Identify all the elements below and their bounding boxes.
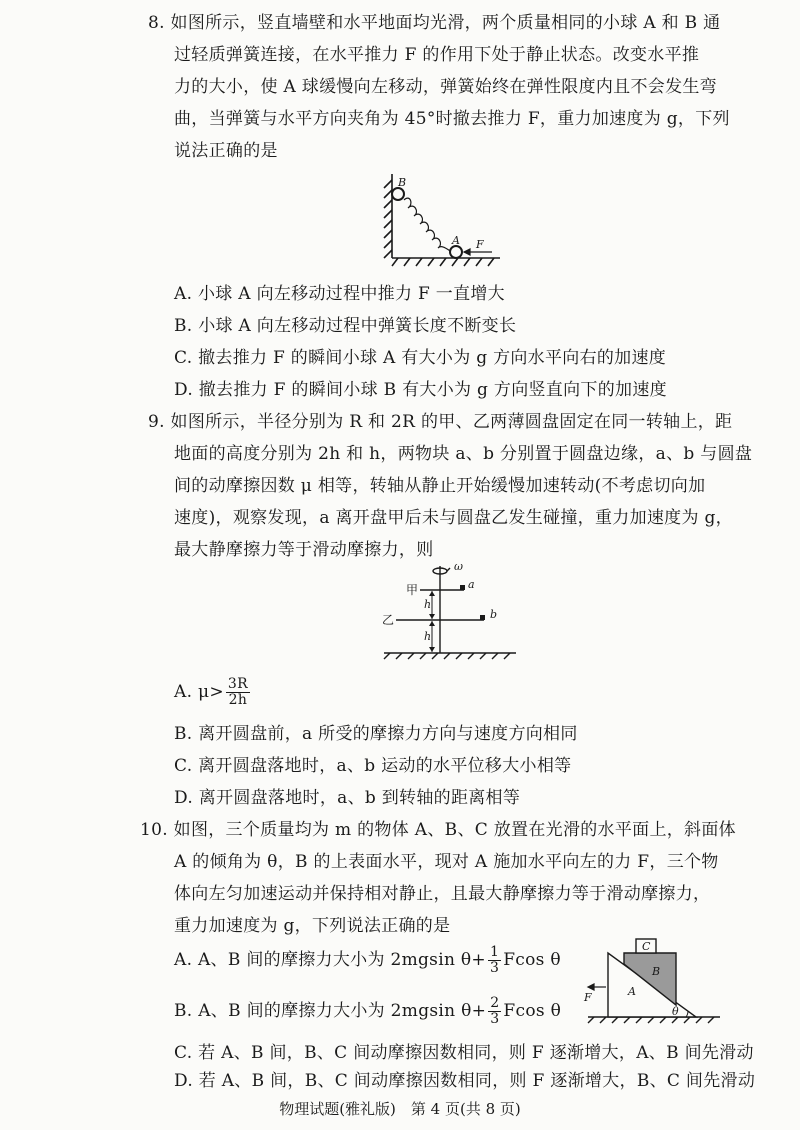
q9-option-d: D. 离开圆盘落地时，a、b 到转轴的距离相等 xyxy=(174,788,521,808)
label-b: B xyxy=(652,965,661,978)
label-a: A xyxy=(628,985,636,998)
label-h-upper: h xyxy=(424,598,432,611)
label-f: F xyxy=(584,991,592,1004)
q8-stem-line-4: 曲，当弹簧与水平方向夹角为 45°时撤去推力 F，重力加速度为 g，下列 xyxy=(174,109,730,129)
q10-option-a-numerator: 1 xyxy=(489,944,500,960)
q8-stem-line-2: 过轻质弹簧连接，在水平推力 F 的作用下处于静止状态。改变水平推 xyxy=(174,45,700,65)
q9-option-a-denominator: 2h xyxy=(228,692,248,708)
q9-diagram xyxy=(380,560,530,660)
q10-option-a-fraction xyxy=(488,945,501,976)
q8-option-c: C. 撤去推力 F 的瞬间小球 A 有大小为 g 方向水平向右的加速度 xyxy=(174,348,667,368)
label-yi: 乙 xyxy=(382,613,395,627)
q10-option-b-fraction xyxy=(488,996,501,1027)
label-c: C xyxy=(642,940,651,953)
spring xyxy=(404,198,452,252)
q9-option-b: B. 离开圆盘前，a 所受的摩擦力方向与速度方向相同 xyxy=(174,724,578,744)
q8-option-b: B. 小球 A 向左移动过程中弹簧长度不断变长 xyxy=(174,316,517,336)
q9-option-c: C. 离开圆盘落地时，a、b 运动的水平位移大小相等 xyxy=(174,756,572,776)
q10-option-c: C. 若 A、B 间，B、C 间动摩擦因数相同，则 F 逐渐增大，A、B 间先滑动 xyxy=(174,1043,754,1063)
q8-stem-line-3: 力的大小，使 A 球缓慢向左移动，弹簧始终在弹性限度内且不会发生弯 xyxy=(174,77,717,97)
label-a: a xyxy=(468,578,475,591)
q9-option-a-fraction xyxy=(226,677,250,708)
q10-option-a-suffix: Fcos θ xyxy=(503,950,561,970)
q8-stem-line-1: 8. 如图所示，竖直墙壁和水平地面均光滑，两个质量相同的小球 A 和 B 通 xyxy=(148,13,721,33)
q9-stem-line-5: 最大静摩擦力等于滑动摩擦力，则 xyxy=(174,540,434,560)
q8-option-d: D. 撤去推力 F 的瞬间小球 B 有大小为 g 方向竖直向下的加速度 xyxy=(174,380,667,400)
block-b xyxy=(480,615,485,620)
force-arrow-f xyxy=(588,984,606,990)
q10-option-b xyxy=(174,996,561,1027)
page-footer: 物理试题(雅礼版) 第 4 页(共 8 页) xyxy=(279,1100,521,1118)
label-theta: θ xyxy=(672,1005,679,1018)
q9-option-a-prefix: A. μ> xyxy=(174,682,224,702)
q9-stem-line-3: 间的动摩擦因数 μ 相等，转轴从静止开始缓慢加速转动(不考虑切向加 xyxy=(174,476,706,496)
label-h-lower: h xyxy=(424,630,432,643)
q9-option-a-numerator: 3R xyxy=(227,676,248,692)
block-a xyxy=(460,585,465,590)
q10-option-b-numerator: 2 xyxy=(490,995,500,1011)
label-jia: 甲 xyxy=(406,583,419,597)
label-b: b xyxy=(490,608,498,621)
q8-stem-line-5: 说法正确的是 xyxy=(174,141,278,161)
q10-stem-line-1: 10. 如图，三个质量均为 m 的物体 A、B、C 放置在光滑的水平面上，斜面体 xyxy=(140,820,736,840)
ball-a xyxy=(450,246,462,258)
q10-stem-line-3: 体向左匀加速运动并保持相对静止，且最大静摩擦力等于滑动摩擦力， xyxy=(174,884,711,904)
ball-b xyxy=(392,188,404,200)
q10-option-b-prefix: B. A、B 间的摩擦力大小为 2mgsin θ+ xyxy=(174,1001,487,1021)
q10-stem-line-2: A 的倾角为 θ，B 的上表面水平，现对 A 施加水平向左的力 F，三个物 xyxy=(174,852,719,872)
q10-option-d: D. 若 A、B 间，B、C 间动摩擦因数相同，则 F 逐渐增大，B、C 间先滑动 xyxy=(174,1071,756,1091)
q10-stem-line-4: 重力加速度为 g，下列说法正确的是 xyxy=(174,916,451,936)
q10-diagram xyxy=(584,935,724,1025)
q10-option-a-prefix: A. A、B 间的摩擦力大小为 2mgsin θ+ xyxy=(174,950,486,970)
q8-option-a: A. 小球 A 向左移动过程中推力 F 一直增大 xyxy=(174,284,505,304)
q10-option-a-denominator: 3 xyxy=(489,960,500,976)
q10-option-b-suffix: Fcos θ xyxy=(503,1001,562,1021)
q8-diagram xyxy=(380,170,510,270)
q10-option-a xyxy=(174,945,561,976)
q9-option-a xyxy=(174,677,252,708)
label-omega: ω xyxy=(454,560,463,573)
label-b: B xyxy=(398,176,407,189)
label-f: F xyxy=(476,238,484,251)
q9-stem-line-4: 速度)，观察发现，a 离开盘甲后未与圆盘乙发生碰撞，重力加速度为 g， xyxy=(174,508,733,528)
q9-stem-line-1: 9. 如图所示，半径分别为 R 和 2R 的甲、乙两薄圆盘固定在同一转轴上，距 xyxy=(148,412,733,432)
q9-stem-line-2: 地面的高度分别为 2h 和 h，两物块 a、b 分别置于圆盘边缘，a、b 与圆盘 xyxy=(174,444,753,464)
q10-option-b-denominator: 3 xyxy=(490,1011,500,1027)
label-a: A xyxy=(452,234,460,247)
